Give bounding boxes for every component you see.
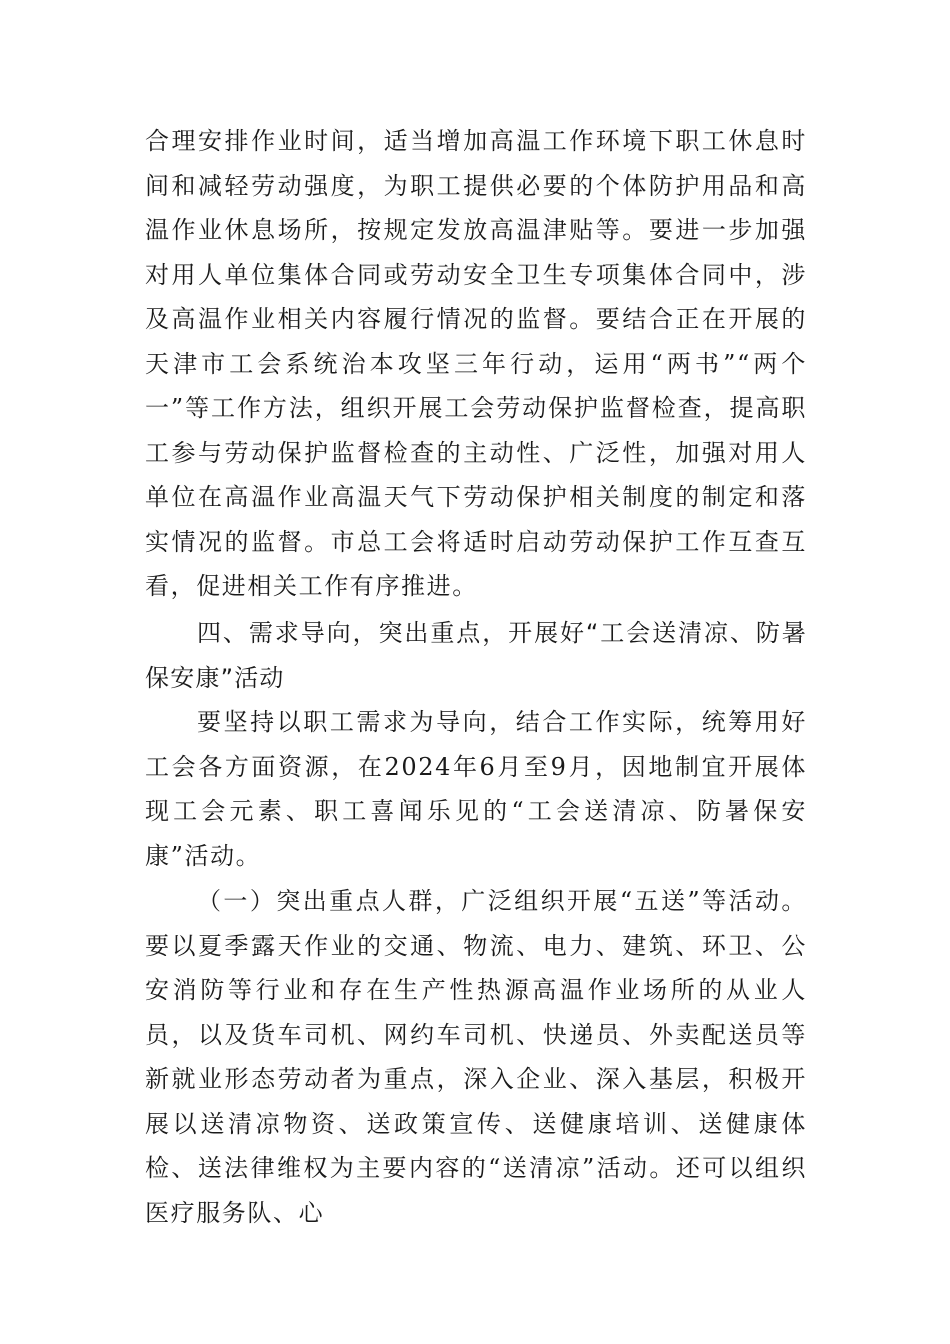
- body-paragraph: 要坚持以职工需求为导向，结合工作实际，统筹用好工会各方面资源，在2024年6月至9月，因地制宜开展体现工会元素、职工喜闻乐见的“工会送清凉、防暑保安康”活动。: [145, 708, 807, 870]
- body-paragraph: （一）突出重点人群，广泛组织开展“五送”等活动。要以夏季露天作业的交通、物流、电力、建筑、环卫、公安消防等行业和存在生产性热源高温作业场所的从业人员，以及货车司机、网约车司机、快递员、外卖配送员等新就业形态劳动者为重点，深入企业、深入基层，积极开展以送清凉物资、送政策宣传、送健康培训、送健康体检、送法律维权为主要内容的“送清凉”活动。还可以组织医疗服务队、心: [145, 887, 807, 1227]
- section-heading: 四、需求导向，突出重点，开展好“工会送清凉、防暑保安康”活动: [145, 619, 807, 692]
- body-paragraph: 合理安排作业时间，适当增加高温工作环境下职工休息时间和减轻劳动强度，为职工提供必要的个体防护用品和高温作业休息场所，按规定发放高温津贴等。要进一步加强对用人单位集体合同或劳动安全卫生专项集体合同中，涉及高温作业相关内容履行情况的监督。要结合正在开展的天津市工会系统治本攻坚三年行动，运用“两书”“两个一”等工作方法，组织开展工会劳动保护监督检查，提高职工参与劳动保护监督检查的主动性、广泛性，加强对用人单位在高温作业高温天气下劳动保护相关制度的制定和落实情况的监督。市总工会将适时启动劳动保护工作互查互看，促进相关工作有序推进。: [145, 127, 807, 600]
